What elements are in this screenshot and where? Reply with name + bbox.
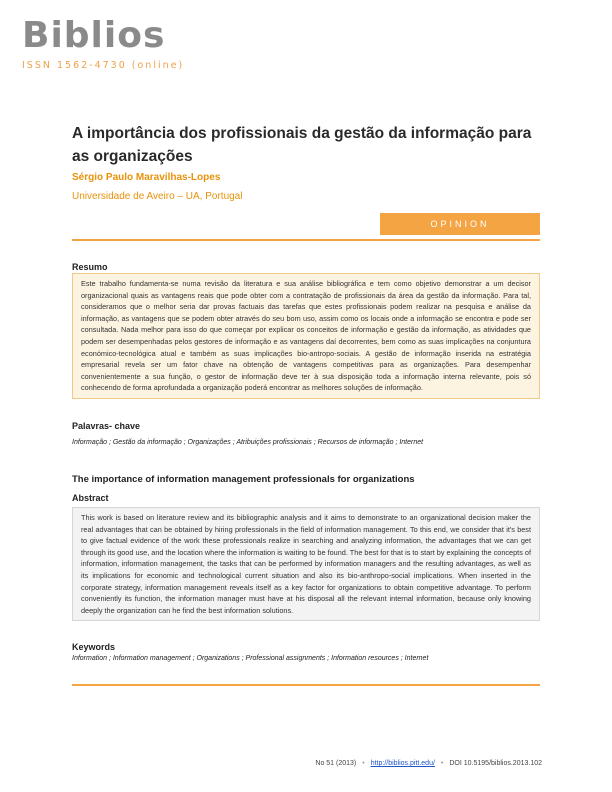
- logo-wordmark: Biblios: [22, 15, 166, 56]
- doi-label: DOI 10.5195/biblios.2013.102: [449, 760, 542, 767]
- palavras-chave-heading: Palavras- chave: [72, 421, 141, 431]
- abstract-box: [72, 507, 540, 621]
- issue-number: No 51 (2013): [315, 760, 357, 767]
- footer-separator: •: [440, 760, 444, 767]
- page-footer: [315, 760, 542, 767]
- section-badge: OPINION: [380, 213, 540, 235]
- resumo-box: [72, 273, 540, 399]
- author-name: Sérgio Paulo Maravilhas-Lopes: [72, 172, 221, 183]
- keywords-heading: Keywords: [72, 642, 116, 652]
- divider-bottom: [72, 684, 540, 686]
- journal-url-link[interactable]: http://biblios.pitt.edu/: [370, 760, 435, 767]
- resumo-heading: Resumo: [72, 262, 108, 272]
- abstract-heading: Abstract: [72, 493, 109, 503]
- english-title: The importance of information management professionals for organizations: [72, 474, 415, 485]
- issn-label: ISSN 1562-4730 (online): [22, 60, 185, 71]
- palavras-chave-list: Informação ; Gestão da informação ; Organizações ; Atribuições profissionais ; Recursos de informação ; Internet: [72, 439, 424, 446]
- journal-logo: [22, 15, 166, 56]
- author-affiliation: Universidade de Aveiro – UA, Portugal: [72, 191, 243, 202]
- footer-separator: •: [362, 760, 365, 767]
- article-title: A importância dos profissionais da gestão da informação para as organizações: [72, 125, 532, 165]
- abstract-text: This work is based on literature review and its bibliographic analysis and it aims to demonstrate to an organizational decision maker the real advantages that can be obtained by hiring professionals in the field of information management. To this end, we consider that it's best to give factual evidence of the work these professionals realize in searching and analyzing information, the advantages that we can get through its good use, and the location where the information is waiting to be found. The best for that is to start by explaining the concepts of information, information management, the tasks that can be performed by information managers and the resulting advantages, as well as its implications for economic and technological current situation and also its bio-anthropo-social implications. When inserted in the corporate strategy, information management reveals itself as a key factor for organizations to obtain competitive advantage. To perform conveniently its function, the information manager must have at his disposal all the relevant internal information, because only knowing deeply the organization can he find the best information solutions.: [81, 513, 531, 615]
- resumo-text: Este trabalho fundamenta-se numa revisão da literatura e sua análise bibliográfica e tem como objetivo demonstrar a um decisor organizacional quais as vantagens reais que pode obter com a contratação de profissionais da área da gestão da informação. Para tal, consideramos que o melhor seria dar provas factuais das tarefas que estes profissionais podem realizar na pesquisa e análise da informação, as vantagens que se podem obter através do seu bom uso, assim como os locais onde a informação se encontra e pode ser consultada. Nada melhor para isso do que começar por explicar os conceitos de informação e gestão da informação, as atividades que podem ser desempenhadas pelos gestores de informação e as vantagens daí decorrentes, bem como as suas implicações na conjuntura económico-tecnológica atual e também as suas implicações bio-antropo-sociais. A gestão de informação inserida na estratégia empresarial revela ser um fator chave na obtenção de vantagens competitivas para as organizações. Para desempenhar convenientemente a sua função, o gestor de informação deve ter à sua disposição toda a informação interna relevante, pois só conhecendo de forma aprofundada a organização poderá encontrar as melhores soluções de informação.: [81, 279, 531, 393]
- divider-top: [72, 239, 540, 241]
- keywords-list: Information ; Information management ; Organizations ; Professional assignments ; Information resources ; Internet: [72, 655, 429, 662]
